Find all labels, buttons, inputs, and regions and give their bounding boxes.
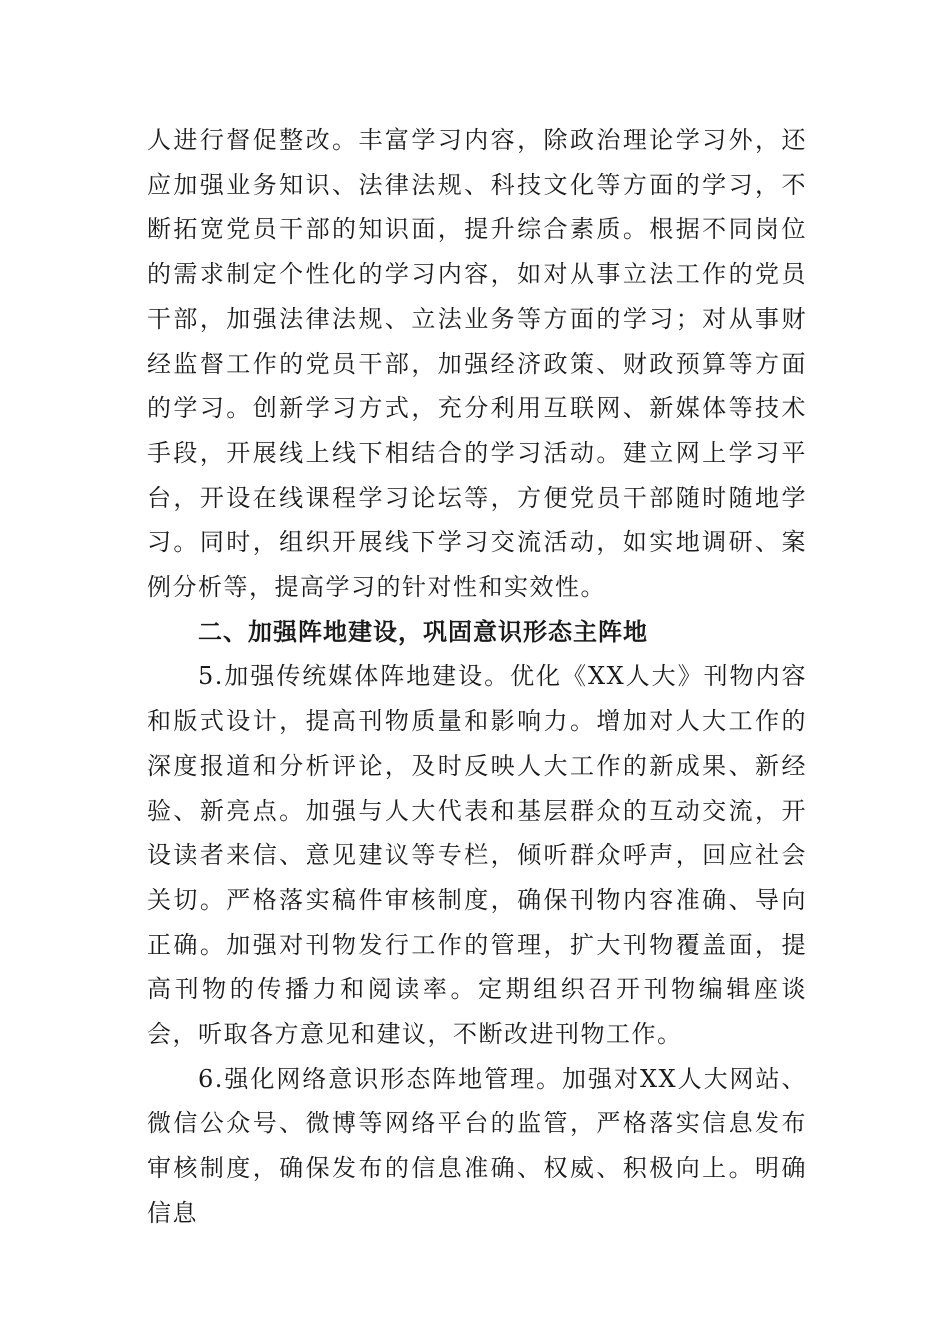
document-body (147, 118, 807, 1236)
body-paragraph-item-6: 6.强化网络意识形态阵地管理。加强对XX人大网站、微信公众号、微博等网络平台的监管，严格落实信息发布审核制度，确保发布的信息准确、权威、积极向上。明确信息 (147, 1064, 807, 1227)
body-paragraph-study-content: 人进行督促整改。丰富学习内容，除政治理论学习外，还应加强业务知识、法律法规、科技文化等方面的学习，不断拓宽党员干部的知识面，提升综合素质。根据不同岗位的需求制定个性化的学习内容，如对从事立法工作的党员干部，加强法律法规、立法业务等方面的学习；对从事财经监督工作的党员干部，加强经济政策、财政预算等方面的学习。创新学习方式，充分利用互联网、新媒体等技术手段，开展线上线下相结合的学习活动。建立网上学习平台，开设在线课程学习论坛等，方便党员干部随时随地学习。同时，组织开展线下学习交流活动，如实地调研、案例分析等，提高学习的针对性和实效性。 (147, 126, 807, 602)
body-paragraph-item-5: 5.加强传统媒体阵地建设。优化《XX人大》刊物内容和版式设计，提高刊物质量和影响力。增加对人大工作的深度报道和分析评论，及时反映人大工作的新成果、新经验、新亮点。加强与人大代表和基层群众的互动交流，开设读者来信、意见建议等专栏，倾听群众呼声，回应社会关切。严格落实稿件审核制度，确保刊物内容准确、导向正确。加强对刊物发行工作的管理，扩大刊物覆盖面，提高刊物的传播力和阅读率。定期组织召开刊物编辑座谈会，听取各方意见和建议，不断改进刊物工作。 (147, 662, 807, 1049)
section-heading-2: 二、加强阵地建设，巩固意识形态主阵地 (198, 617, 648, 646)
